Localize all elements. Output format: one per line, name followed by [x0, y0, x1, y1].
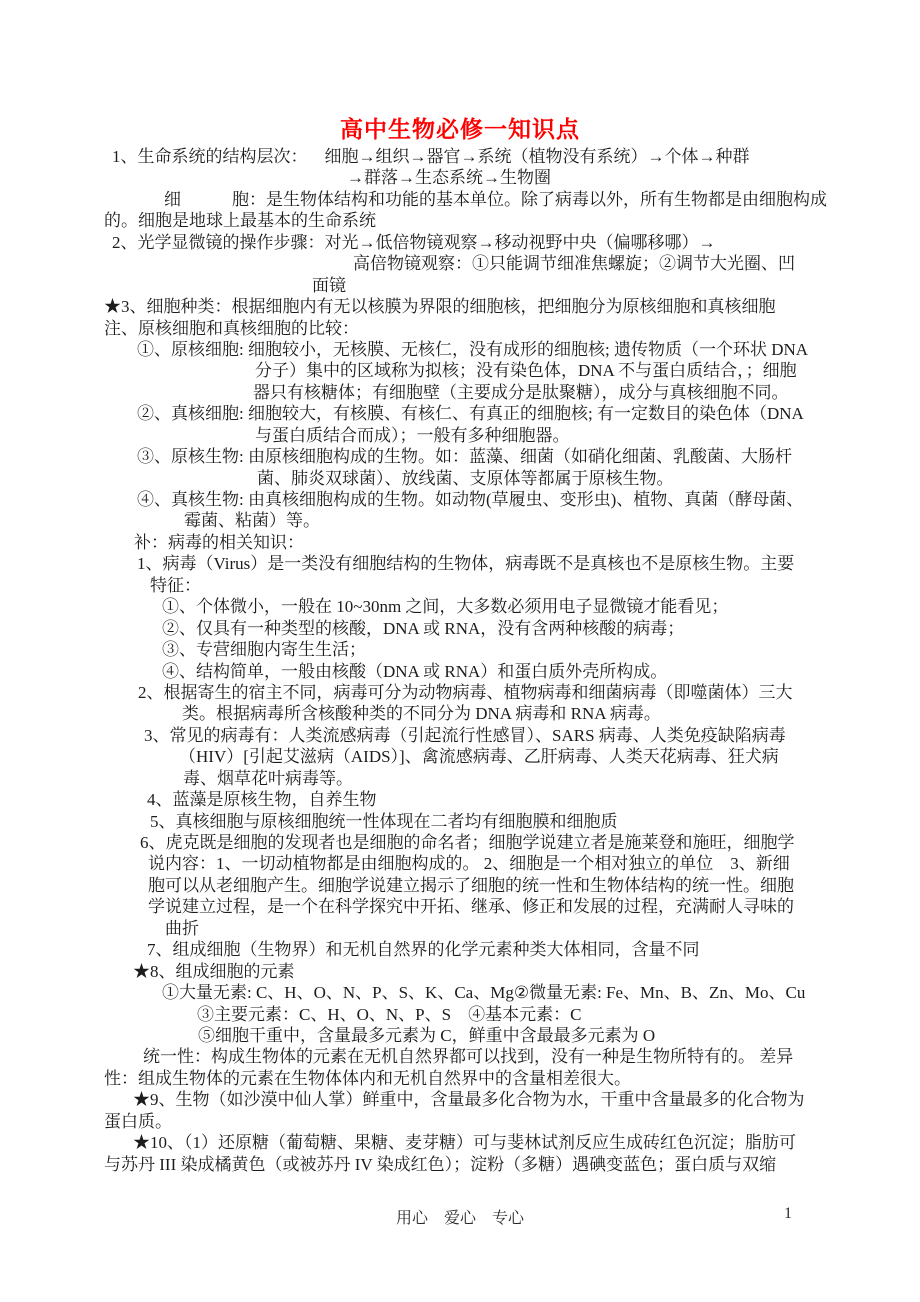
document-body [104, 146, 834, 1175]
document-line: ④、结构简单，一般由核酸（DNA 或 RNA）和蛋白质外壳所构成。 [162, 661, 668, 681]
document-line: ①、个体微小，一般在 10~30nm 之间，大多数必须用电子显微镜才能看见； [162, 597, 729, 617]
document-line: 2、光学显微镜的操作步骤：对光→低倍物镜观察→移动视野中央（偏哪移哪）→ [112, 232, 716, 252]
document-line: 分子）集中的区域称为拟核；没有染色体，DNA 不与蛋白质结合，；细胞 [255, 361, 797, 381]
page-title: 高中生物必修一知识点 [340, 117, 580, 142]
document-line: 2、根据寄生的宿主不同，病毒可分为动物病毒、植物病毒和细菌病毒（即噬菌体）三大 [138, 682, 793, 702]
document-line: ③主要元素：C、H、O、N、P、S ④基本元素：C [197, 1004, 582, 1024]
document-line: ②、真核细胞: 细胞较大，有核膜、有核仁、有真正的细胞核; 有一定数目的染色体（DNA [137, 404, 804, 424]
document-line: 器只有核糖体；有细胞壁（主要成分是肽聚糖），成分与真核细胞不同。 [253, 382, 789, 402]
document-line: 毒、烟草花叶病毒等。 [183, 768, 353, 788]
document-line: ②、仅具有一种类型的核酸，DNA 或 RNA，没有含两种核酸的病毒； [162, 618, 685, 638]
document-line: 蛋白质。 [104, 1111, 172, 1131]
document-line: 学说建立过程，是一个在科学探究中开拓、继承、修正和发展的过程，充满耐人寻味的 [148, 897, 794, 917]
document-line: 胞可以从老细胞产生。细胞学说建立揭示了细胞的统一性和生物体结构的统一性。细胞 [148, 875, 794, 895]
document-line: 面镜 [312, 275, 346, 295]
document-line: 3、常见的病毒有：人类流感病毒（引起流行性感冒）、SARS 病毒、人类免疫缺陷病毒 [144, 725, 786, 745]
document-line: 7、组成细胞（生物界）和无机自然界的化学元素种类大体相同，含量不同 [147, 940, 700, 960]
document-line: 与苏丹 III 染成橘黄色（或被苏丹 IV 染成红色）；淀粉（多糖）遇碘变蓝色；蛋白质与双缩 [104, 1154, 777, 1174]
document-line: ③、原核生物: 由原核细胞构成的生物。如：蓝藻、细菌（如硝化细菌、乳酸菌、大肠杆 [137, 447, 792, 467]
document-line: 5、真核细胞与原核细胞统一性体现在二者均有细胞膜和细胞质 [150, 811, 618, 831]
document-line: 4、蓝藻是原核生物，自养生物 [147, 790, 377, 810]
document-line: 统一性：构成生物体的元素在无机自然界都可以找到，没有一种是生物所特有的。 差异 [143, 1047, 794, 1067]
document-line: →群落→生态系统→生物圈 [347, 168, 551, 188]
document-line: 菌、肺炎双球菌）、放线菌、支原体等都属于原核生物。 [257, 468, 674, 488]
document-line: 特征： [150, 575, 201, 595]
document-line: （HIV）[引起艾滋病（AIDS）]、禽流感病毒、乙肝病毒、人类天花病毒、狂犬病 [179, 747, 779, 767]
document-line: 补：病毒的相关知识： [134, 532, 304, 552]
document-line: 注、原核细胞和真核细胞的比较： [104, 318, 359, 338]
document-line: ①、原核细胞: 细胞较小，无核膜、无核仁，没有成形的细胞核; 遗传物质（一个环状 DNA [137, 339, 809, 359]
document-line: 1、病毒（Virus）是一类没有细胞结构的生物体，病毒既不是真核也不是原核生物。主要 [137, 554, 795, 574]
footer-motto: 用心 爱心 专心 [395, 1210, 524, 1227]
document-line: 1、生命系统的结构层次： 细胞→组织→器官→系统（植物没有系统）→个体→种群 [112, 147, 750, 166]
document-line: 高倍物镜观察：①只能调节细准焦螺旋；②调节大光圈、凹 [353, 254, 795, 274]
document-line: 类。根据病毒所含核酸种类的不同分为 DNA 病毒和 RNA 病毒。 [182, 704, 661, 724]
document-line: ③、专营细胞内寄生生活； [162, 640, 366, 660]
page-number: 1 [784, 1205, 792, 1222]
document-line: ★10、（1）还原糖（葡萄糖、果糖、麦芽糖）可与斐林试剂反应生成砖红色沉淀；脂肪可 [133, 1133, 796, 1153]
document-line: 6、虎克既是细胞的发现者也是细胞的命名者；细胞学说建立者是施莱登和施旺，细胞学 [140, 833, 795, 852]
page-footer [0, 1205, 920, 1227]
document-line: 细 胞：是生物体结构和功能的基本单位。除了病毒以外，所有生物都是由细胞构成 [164, 189, 827, 209]
document-line: 说内容：1、一切动植物都是由细胞构成的。 2、细胞是一个相对独立的单位 3、新细 [148, 854, 790, 874]
document-line: ★9、生物（如沙漠中仙人掌）鲜重中，含量最多化合物为水，干重中含量最多的化合物为 [133, 1090, 805, 1110]
document-line: ★8、组成细胞的元素 [133, 961, 295, 981]
document-line: ★3、细胞种类：根据细胞内有无以核膜为界限的细胞核，把细胞分为原核细胞和真核细胞 [104, 297, 776, 317]
document-line: 曲折 [165, 918, 199, 938]
document-line: 的。细胞是地球上最基本的生命系统 [104, 211, 376, 231]
document-line: ④、真核生物: 由真核细胞构成的生物。如动物(草履虫、变形虫)、植物、真菌（酵母菌、 [137, 490, 804, 509]
document-line: 与蛋白质结合而成）；一般有多种细胞器。 [255, 425, 570, 445]
document-line: ①大量无素: C、H、O、N、P、S、K、Ca、Mg②微量无素: Fe、Mn、B、Zn、Mo、Cu [162, 983, 806, 1003]
document-line: 性：组成生物体的元素在生物体体内和无机自然界中的含量相差很大。 [104, 1068, 631, 1088]
document-line: ⑤细胞干重中，含量最多元素为 C，鲜重中含最最多元素为 O [198, 1025, 656, 1045]
document-line: 霉菌、粘菌）等。 [184, 511, 320, 531]
